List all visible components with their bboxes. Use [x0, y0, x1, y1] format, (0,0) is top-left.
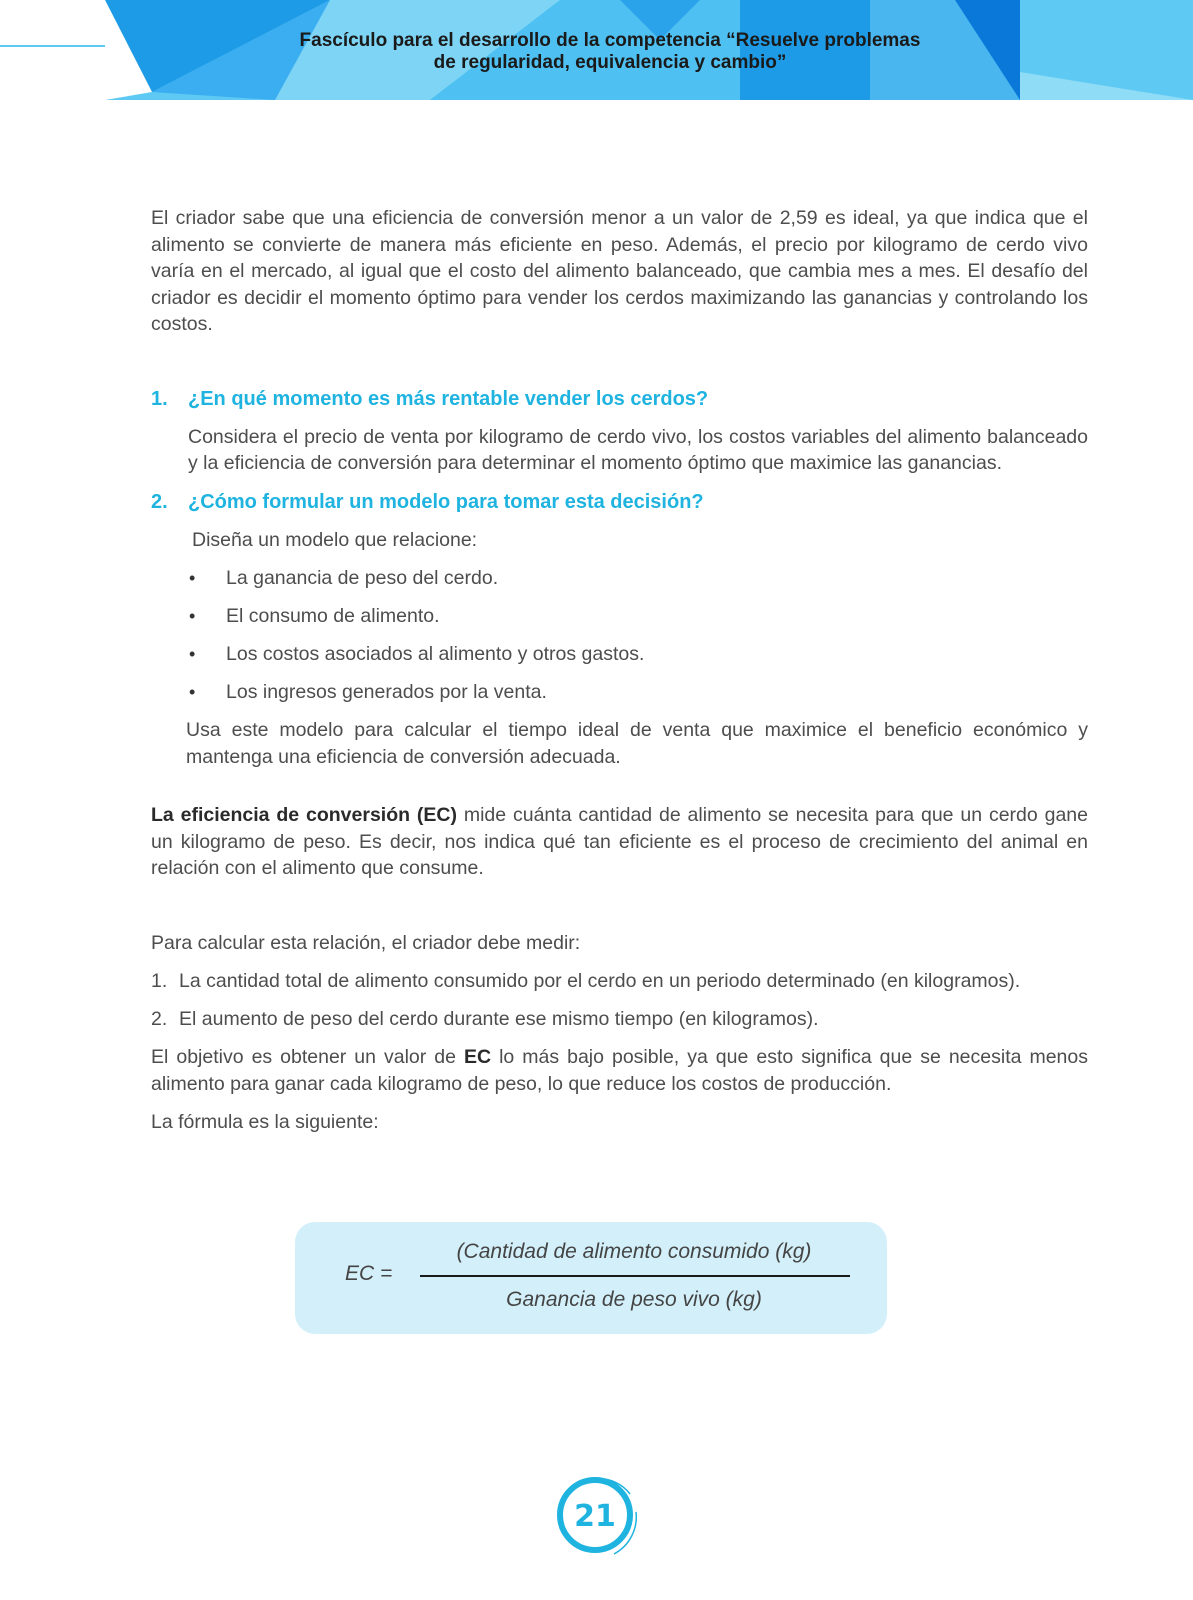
question-2-number: 2. — [151, 490, 168, 513]
question-1-heading — [151, 386, 1088, 412]
page-number-badge — [552, 1472, 644, 1564]
formula-numerator: (Cantidad de alimento consumido (kg) — [456, 1240, 812, 1263]
fraction-bar — [420, 1275, 850, 1277]
formula-lhs: EC = — [345, 1262, 393, 1285]
list-item: 1. La cantidad total de alimento consumido por el cerdo en un periodo determinado (en kilogramos). — [151, 970, 1021, 992]
header-title — [230, 30, 990, 74]
header-banner — [0, 0, 1193, 100]
ec-bold: EC — [463, 1046, 492, 1068]
header-title-line-2: de regularidad, equivalencia y cambio” — [433, 52, 787, 73]
header-title-line-1: Fascículo para el desarrollo de la competencia “Resuelve problemas — [299, 30, 921, 51]
objective-paragraph: El objetivo es obtener un valor de EC lo más bajo posible, ya que esto significa que se necesita menos alimento para ganar cada kilogramo de peso, lo que reduce los costos de producción. — [151, 1046, 1088, 1095]
formula-box — [295, 1222, 887, 1334]
model-bullet-list — [189, 565, 1088, 705]
formula-denominator: Ganancia de peso vivo (kg) — [506, 1288, 762, 1311]
list-item: 2. El aumento de peso del cerdo durante ese mismo tiempo (en kilogramos). — [151, 1008, 819, 1030]
question-2-closing: Usa este modelo para calcular el tiempo ideal de venta que maximice el beneficio económico y mantenga una eficiencia de conversión adecuada. — [186, 719, 1088, 768]
question-1-title: ¿En qué momento es más rentable vender los cerdos? — [188, 387, 709, 410]
question-1-number: 1. — [151, 387, 168, 410]
intro-paragraph: El criador sabe que una eficiencia de conversión menor a un valor de 2,59 es ideal, ya que indica que el alimento se convierte de manera más eficiente en peso. Además, el precio por kilogramo de cerdo vivo varía en el mercado, al igual que el costo del alimento balanceado, que cambia mes a mes. El desafío del criador es decidir el momento óptimo para vender los cerdos maximizando las ganancias y controlando los costos. — [151, 207, 1088, 335]
measure-steps — [151, 968, 1088, 1032]
page-number: 21 — [574, 1499, 616, 1534]
question-1-body: Considera el precio de venta por kilogramo de cerdo vivo, los costos variables del alimento balanceado y la eficiencia de conversión para determinar el momento óptimo que maximice las ganancias. — [188, 425, 1088, 474]
definition-paragraph — [151, 802, 1088, 882]
definition-text: mide cuánta cantidad de alimento se necesita para que un cerdo gane un kilogramo de peso. Es decir, nos indica qué tan eficiente es el proceso de crecimiento del animal en relación con el alimento que consume. — [151, 804, 1088, 879]
bullet-icon: • — [189, 606, 196, 626]
measure-intro: Para calcular esta relación, el criador debe medir: — [151, 931, 581, 954]
list-item: • Los ingresos generados por la venta. — [189, 681, 547, 703]
bullet-icon: • — [189, 682, 196, 702]
list-item: • La ganancia de peso del cerdo. — [189, 567, 499, 589]
bullet-icon: • — [189, 644, 196, 664]
question-2-intro: Diseña un modelo que relacione: — [192, 528, 478, 551]
question-2-heading — [151, 489, 1088, 515]
question-2-title: ¿Cómo formular un modelo para tomar esta decisión? — [188, 490, 704, 513]
bullet-icon: • — [189, 568, 196, 588]
formula-intro: La fórmula es la siguiente: — [151, 1111, 379, 1133]
list-item: • El consumo de alimento. — [189, 605, 440, 627]
main-content — [151, 205, 1088, 1136]
definition-term: La eficiencia de conversión (EC) — [151, 804, 457, 826]
list-item: • Los costos asociados al alimento y otros gastos. — [189, 643, 645, 665]
